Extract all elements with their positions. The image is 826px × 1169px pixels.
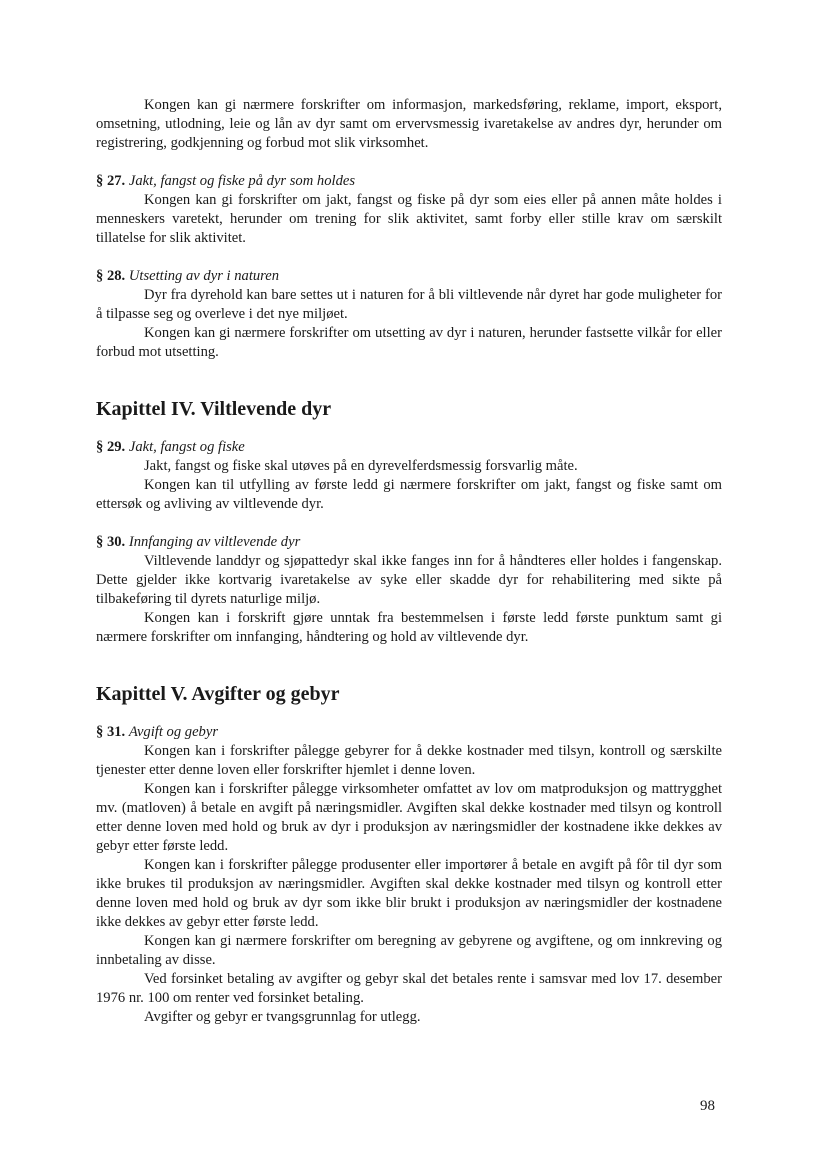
section-number: § 28. — [96, 268, 126, 284]
section-heading — [96, 533, 722, 552]
page-body — [96, 96, 722, 1027]
paragraph: Kongen kan gi forskrifter om jakt, fangst og fiske på dyr som eies eller på annen måte holdes i menneskers varetekt, herunder om trening for slik aktivitet, samt forby eller stille krav om særskilt tillatelse for slik aktivitet. — [96, 192, 722, 246]
paragraph: Ved forsinket betaling av avgifter og gebyr skal det betales rente i samsvar med lov 17. desember 1976 nr. 100 om renter ved forsinket betaling. — [96, 971, 722, 1006]
section-title: Innfanging av viltlevende dyr — [128, 534, 301, 550]
section-title: Avgift og gebyr — [128, 724, 219, 740]
chapter-heading: Kapittel IV. Viltlevende dyr — [96, 398, 332, 420]
section-heading — [96, 438, 722, 457]
section-number: § 30. — [96, 534, 126, 550]
paragraph: Kongen kan i forskrift gjøre unntak fra bestemmelsen i første ledd første punktum samt gi nærmere forskrifter om innfanging, håndtering og hold av viltlevende dyr. — [96, 610, 722, 645]
section-28 — [96, 267, 722, 362]
paragraph: Kongen kan gi nærmere forskrifter om utsetting av dyr i naturen, herunder fastsette vilkår for eller forbud mot utsetting. — [96, 325, 722, 360]
intro-paragraph: Kongen kan gi nærmere forskrifter om informasjon, markedsføring, reklame, import, eksport, omsetning, utlodning, leie og lån av dyr samt om ervervsmessig ivaretakelse av andres dyr, herunder om registrering, godkjenning og forbud mot slik virksomhet. — [96, 97, 722, 151]
section-heading — [96, 723, 722, 742]
paragraph: Kongen kan til utfylling av første ledd gi nærmere forskrifter om jakt, fangst og fiske samt om ettersøk og avliving av viltlevende dyr. — [96, 477, 722, 512]
section-27 — [96, 172, 722, 248]
paragraph: Avgifter og gebyr er tvangsgrunnlag for utlegg. — [144, 1009, 421, 1025]
paragraph: Kongen kan i forskrifter pålegge virksomheter omfattet av lov om matproduksjon og mattrygghet mv. (matloven) å betale en avgift på næringsmidler. Avgiften skal dekke kostnader med tilsyn og kontroll etter denne loven med hold og bruk av dyr i produksjon av næringsmidler der kostnadene ikke dekkes av gebyr etter første ledd. — [96, 781, 722, 854]
chapter-heading: Kapittel V. Avgifter og gebyr — [96, 683, 340, 705]
paragraph: Kongen kan i forskrifter pålegge produsenter eller importører å betale en avgift på fôr til dyr som ikke brukes til produksjon av næringsmidler. Avgiften skal dekke kostnader med tilsyn og kontroll etter denne loven med hold og bruk av dyr som ikke blir brukt i produksjon av næringsmidler der kostnadene ikke dekkes av gebyr etter første ledd. — [96, 857, 722, 930]
section-number: § 29. — [96, 439, 126, 455]
page-number: 98 — [700, 1098, 715, 1114]
section-29 — [96, 438, 722, 514]
paragraph: Viltlevende landdyr og sjøpattedyr skal ikke fanges inn for å håndteres eller holdes i fangenskap. Dette gjelder ikke kortvarig ivaretakelse av syke eller skadde dyr for rehabilitering med sikte på tilbakeføring til dyrets naturlige miljø. — [96, 553, 722, 607]
section-number: § 27. — [96, 173, 126, 189]
paragraph: Kongen kan i forskrifter pålegge gebyrer for å dekke kostnader med tilsyn, kontroll og særskilte tjenester etter denne loven eller forskrifter hjemlet i denne loven. — [96, 743, 722, 778]
section-title: Jakt, fangst og fiske — [128, 439, 245, 455]
section-number: § 31. — [96, 724, 126, 740]
section-heading — [96, 267, 722, 286]
section-heading — [96, 172, 722, 191]
paragraph: Dyr fra dyrehold kan bare settes ut i naturen for å bli viltlevende når dyret har gode muligheter for å tilpasse seg og overleve i det nye miljøet. — [96, 287, 722, 322]
section-title: Jakt, fangst og fiske på dyr som holdes — [128, 173, 356, 189]
section-31 — [96, 723, 722, 1027]
paragraph: Jakt, fangst og fiske skal utøves på en dyrevelferdsmessig forsvarlig måte. — [144, 458, 578, 474]
paragraph: Kongen kan gi nærmere forskrifter om beregning av gebyrene og avgiftene, og om innkreving og innbetaling av disse. — [96, 933, 722, 968]
section-title: Utsetting av dyr i naturen — [128, 268, 280, 284]
section-30 — [96, 533, 722, 647]
